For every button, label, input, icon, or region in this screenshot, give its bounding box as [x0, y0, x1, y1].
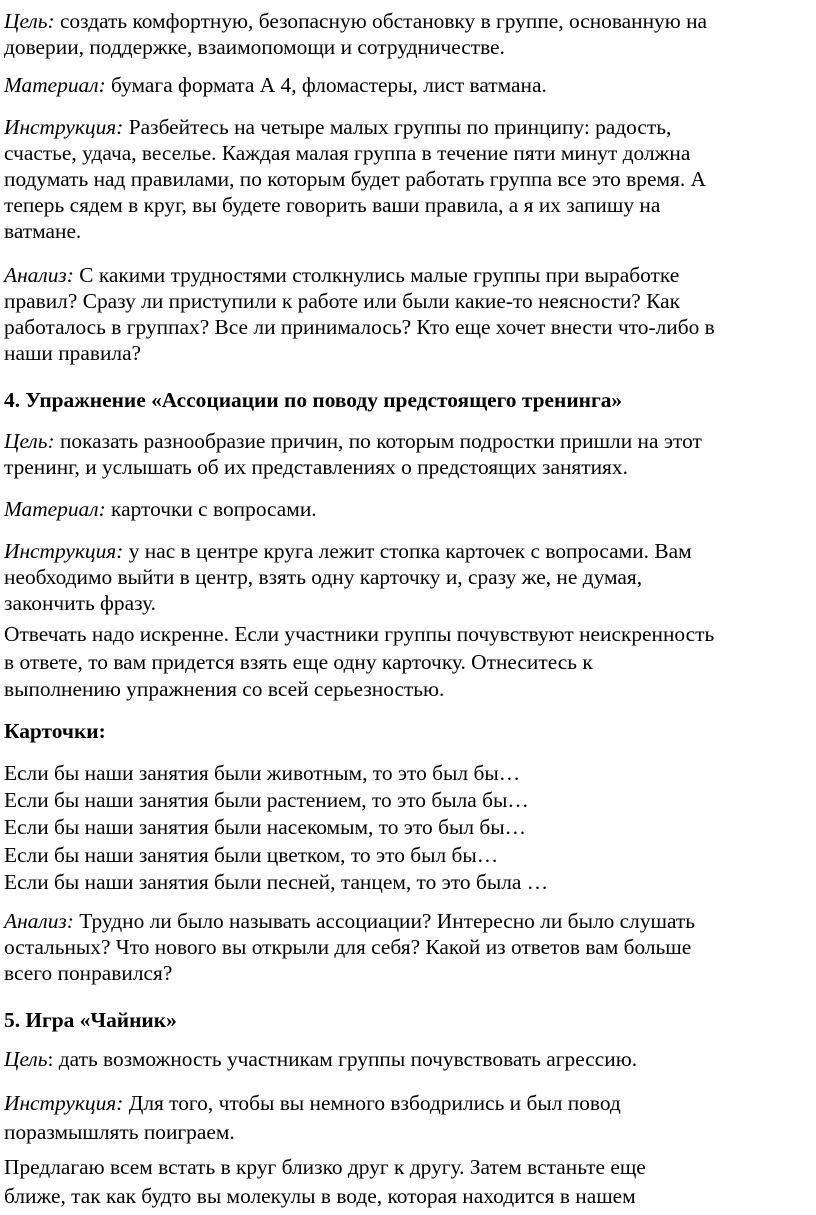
- line-text: Трудно ли было называть ассоциации? Интересно ли было слушать: [73, 909, 696, 933]
- field-label: Материал:: [4, 497, 106, 521]
- line-text: у нас в центре круга лежит стопка карточек с вопросами. Вам: [123, 539, 692, 563]
- line-text: Если бы наши занятия были песней, танцем, то это была …: [4, 870, 549, 894]
- text-line: [4, 538, 692, 564]
- section-heading: 4. Упражнение «Ассоциации по поводу предстоящего тренинга»: [4, 388, 623, 412]
- field-label: Цель: [4, 1047, 48, 1071]
- line-text: теперь сядем в круг, вы будете говорить ваши правила, а я их запишу на: [4, 193, 661, 217]
- line-text: карточки с вопросами.: [105, 497, 317, 521]
- field-label: Цель:: [4, 9, 55, 33]
- field-label: Материал:: [4, 73, 106, 97]
- line-text: : дать возможность участникам группы почувствовать агрессию.: [47, 1047, 638, 1071]
- field-label: Инструкция:: [4, 115, 124, 139]
- line-text: Отвечать надо искренне. Если участники группы почувствуют неискренность: [4, 622, 715, 646]
- text-line: [4, 192, 660, 218]
- text-line: [4, 218, 81, 244]
- line-text: бумага формата А 4, фломастеры, лист ватмана.: [105, 73, 547, 97]
- line-text: счастье, удача, веселье. Каждая малая группа в течение пяти минут должна: [4, 141, 691, 165]
- field-label: Инструкция:: [4, 1091, 124, 1115]
- field-label: Цель:: [4, 429, 55, 453]
- text-line: [4, 621, 714, 647]
- text-line: [4, 454, 628, 480]
- text-line: [4, 114, 671, 140]
- line-text: Если бы наши занятия были животным, то это был бы…: [4, 761, 521, 785]
- card-line: [4, 814, 526, 840]
- text-line: [4, 1183, 636, 1209]
- line-text: наши правила?: [4, 341, 142, 365]
- card-line: [4, 760, 520, 786]
- text-line: [4, 1046, 637, 1072]
- card-line: [4, 842, 498, 868]
- text-line: [4, 960, 172, 986]
- field-label: Инструкция:: [4, 539, 124, 563]
- line-text: закончить фразу.: [4, 591, 156, 615]
- text-line: [4, 166, 706, 192]
- text-line: [4, 1119, 235, 1145]
- text-line: [4, 314, 715, 340]
- line-text: Предлагаю всем встать в круг близко друг к другу. Затем встаньте еще: [4, 1155, 646, 1179]
- text-line: [4, 340, 141, 366]
- line-text: всего понравился?: [4, 961, 173, 985]
- line-text: необходимо выйти в центр, взять одну карточку и, сразу же, не думая,: [4, 565, 643, 589]
- field-label: Анализ:: [4, 909, 74, 933]
- text-line: [4, 934, 691, 960]
- line-text: Если бы наши занятия были цветком, то это был бы…: [4, 843, 499, 867]
- text-line: [4, 496, 317, 522]
- line-text: выполнению упражнения со всей серьезностью.: [4, 677, 445, 701]
- text-line: [4, 564, 642, 590]
- line-text: создать комфортную, безопасную обстановку в группе, основанную на: [54, 9, 708, 33]
- line-text: работалось в группах? Все ли принималось? Кто еще хочет внести что-либо в: [4, 315, 715, 339]
- line-text: доверии, поддержке, взаимопомощи и сотрудничестве.: [4, 35, 505, 59]
- text-line: [4, 34, 505, 60]
- text-line: [4, 140, 690, 166]
- text-line: [4, 676, 444, 702]
- line-text: Разбейтесь на четыре малых группы по принципу: радость,: [123, 115, 672, 139]
- line-text: поразмышлять поиграем.: [4, 1120, 235, 1144]
- line-text: С какими трудностями столкнулись малые группы при выработке: [73, 263, 680, 287]
- card-line: [4, 869, 548, 895]
- text-line: [4, 428, 702, 454]
- text-line: [4, 1090, 621, 1116]
- line-text: подумать над правилами, по которым будет работать группа все это время. А: [4, 167, 706, 191]
- line-text: Если бы наши занятия были насекомым, то это был бы…: [4, 815, 527, 839]
- text-line: [4, 908, 695, 934]
- line-text: Если бы наши занятия были растением, то это была бы…: [4, 788, 529, 812]
- section-heading: Карточки:: [4, 719, 106, 743]
- text-line: [4, 649, 593, 675]
- line-text: тренинг, и услышать об их представлениях о предстоящих занятиях.: [4, 455, 628, 479]
- text-line: [4, 288, 680, 314]
- text-line: [4, 8, 707, 34]
- text-line: [4, 72, 547, 98]
- line-text: правил? Сразу ли приступили к работе или были какие-то неясности? Как: [4, 289, 681, 313]
- field-label: Анализ:: [4, 263, 74, 287]
- line-text: Для того, чтобы вы немного взбодрились и был повод: [123, 1091, 621, 1115]
- text-line: [4, 590, 156, 616]
- text-line: [4, 262, 679, 288]
- card-line: [4, 787, 529, 813]
- line-text: ватмане.: [4, 219, 82, 243]
- section-heading: 5. Игра «Чайник»: [4, 1008, 177, 1032]
- line-text: остальных? Что нового вы открыли для себя? Какой из ответов вам больше: [4, 935, 692, 959]
- line-text: показать разнообразие причин, по которым подростки пришли на этот: [54, 429, 702, 453]
- line-text: ближе, так как будто вы молекулы в воде, которая находится в нашем: [4, 1184, 636, 1208]
- text-line: [4, 1154, 646, 1180]
- line-text: в ответе, то вам придется взять еще одну карточку. Отнеситесь к: [4, 650, 593, 674]
